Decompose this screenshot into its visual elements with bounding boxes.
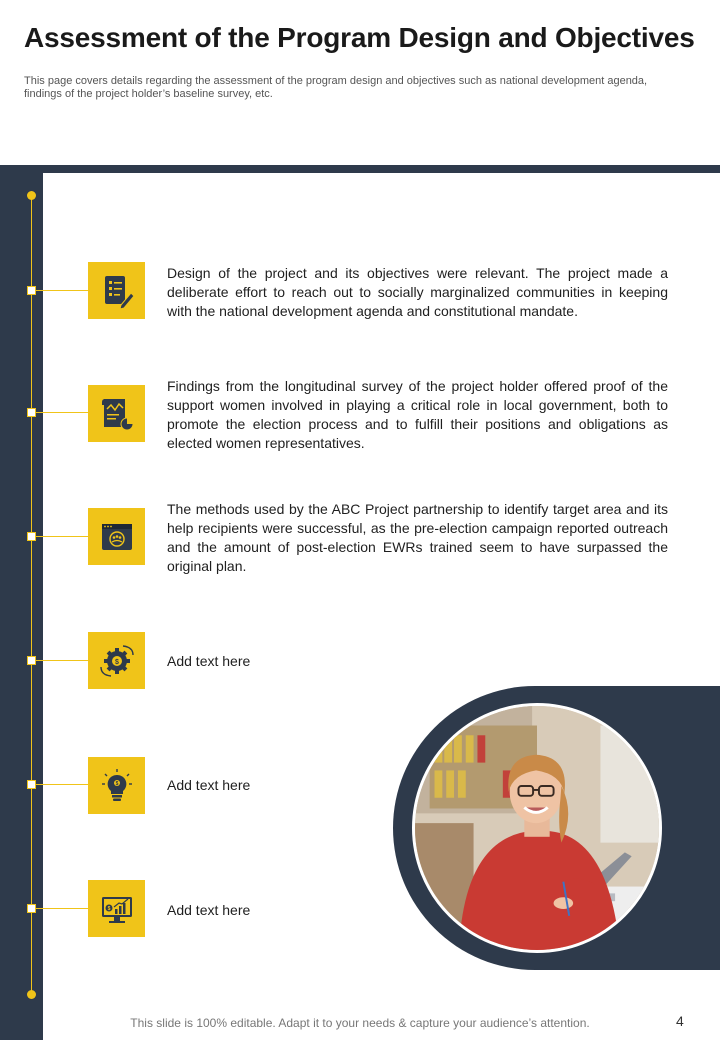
footer-note: This slide is 100% editable. Adapt it to your needs & capture your audience’s attention. — [130, 1016, 590, 1030]
monitor-growth-chart-icon — [88, 880, 145, 937]
timeline-node — [27, 532, 36, 541]
report-chart-icon — [88, 385, 145, 442]
timeline-line — [31, 195, 32, 995]
page-subtitle: This page covers details regarding the assessment of the program design and objectives such as national development agenda, findings of the project holder’s baseline survey, etc. — [24, 75, 648, 100]
item-text: Add text here — [167, 777, 251, 793]
page-number: 4 — [676, 1013, 684, 1029]
timeline-end-dot — [27, 990, 36, 999]
woman-at-laptop-photo — [412, 703, 662, 953]
top-divider-band — [0, 165, 720, 173]
timeline-start-dot — [27, 191, 36, 200]
lightbulb-icon — [88, 757, 145, 814]
svg-text:$: $ — [115, 780, 118, 787]
timeline-node — [27, 408, 36, 417]
item-text: The methods used by the ABC Project partnership to identify target area and its help recipients were successful, as the pre-election campaign reported outreach and the amount of post-election EWRs trained seem to have surpassed the original plan. — [167, 501, 668, 574]
svg-text:$: $ — [114, 658, 119, 666]
timeline-connector — [36, 784, 89, 785]
document-checklist-icon — [88, 262, 145, 319]
item-text: Design of the project and its objectives were relevant. The project made a deliberate effort to reach out to socially marginalized communities in keeping with the national development agenda and constitutional mandate. — [167, 265, 668, 319]
timeline-connector — [36, 290, 89, 291]
timeline-connector — [36, 412, 89, 413]
page-title: Assessment of the Program Design and Objectives — [24, 22, 695, 53]
gear-dollar-cycle-icon — [88, 632, 145, 689]
item-text: Add text here — [167, 653, 251, 669]
timeline-node — [27, 286, 36, 295]
timeline-connector — [36, 660, 89, 661]
svg-text:$: $ — [107, 905, 110, 912]
timeline-node — [27, 656, 36, 665]
left-rail — [0, 173, 43, 1040]
timeline-connector — [36, 908, 89, 909]
item-text: Findings from the longitudinal survey of the project holder offered proof of the support women involved in playing a critical role in local government, both to promote the election process and to fulfill their positions and obligations as elected women representatives. — [167, 378, 668, 451]
timeline-node — [27, 780, 36, 789]
timeline-connector — [36, 536, 89, 537]
item-text: Add text here — [167, 902, 251, 918]
timeline-node — [27, 904, 36, 913]
team-browser-icon — [88, 508, 145, 565]
